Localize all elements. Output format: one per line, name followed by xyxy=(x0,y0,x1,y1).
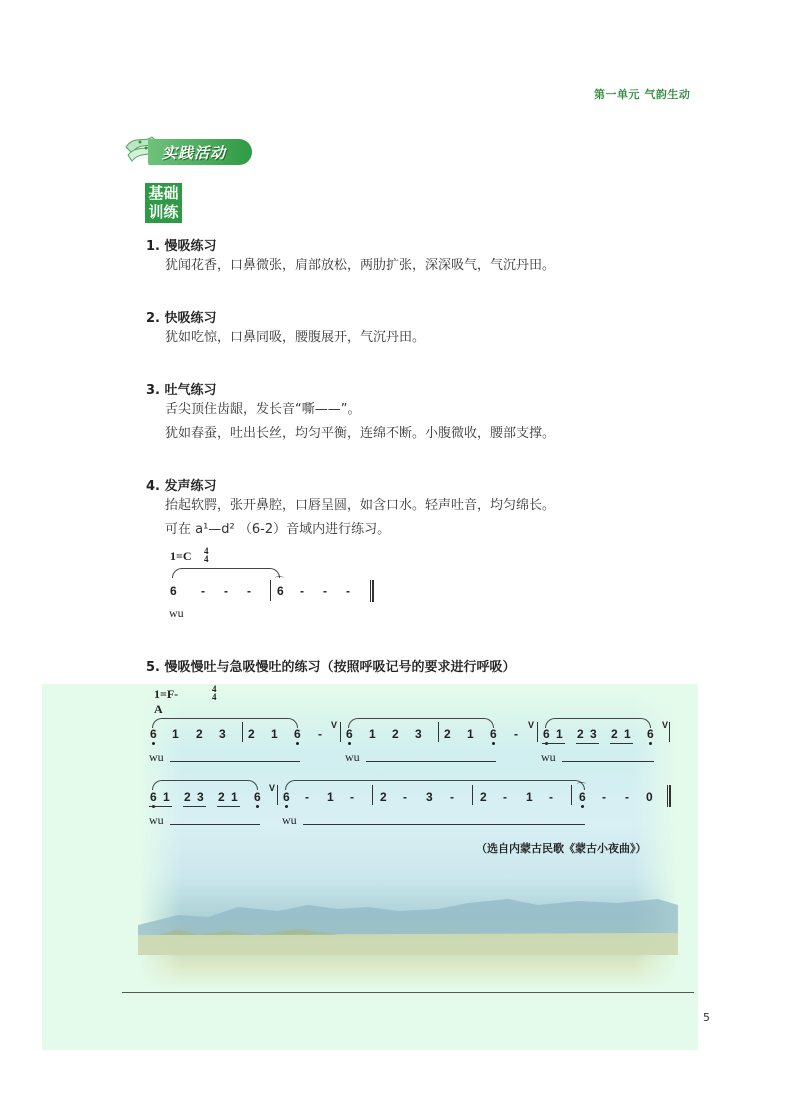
lyric-extender xyxy=(366,761,496,762)
note: 6 xyxy=(150,790,157,804)
dash: - xyxy=(350,790,354,804)
note: 2 xyxy=(196,727,203,741)
note: 6 xyxy=(579,790,586,804)
lyric: wu xyxy=(541,750,556,764)
dash: - xyxy=(323,584,327,598)
note: 1 xyxy=(556,727,563,741)
underline xyxy=(576,743,599,744)
note: 1 xyxy=(467,727,474,741)
barline xyxy=(277,785,278,805)
breath-mark: V xyxy=(331,720,338,730)
lyric: wu xyxy=(149,813,164,827)
note: 1 xyxy=(624,727,631,741)
note: 2 xyxy=(218,790,225,804)
lyric: wu xyxy=(169,606,184,620)
underline xyxy=(149,806,172,807)
key-signature: 1=F-A xyxy=(154,687,179,716)
note: 1 xyxy=(271,727,278,741)
note: 1 xyxy=(231,790,238,804)
note: 3 xyxy=(426,790,433,804)
note: 1 xyxy=(163,790,170,804)
unit-header: 第一单元 气韵生动 xyxy=(594,88,691,101)
tag-line-2: 训练 xyxy=(148,203,179,221)
dash: - xyxy=(625,790,629,804)
barline xyxy=(669,722,670,742)
footer-divider xyxy=(122,992,694,993)
item-4 xyxy=(146,475,555,542)
underline xyxy=(183,806,206,807)
lyric: wu xyxy=(149,750,164,764)
item-title: 4. 发声练习 xyxy=(146,479,217,494)
slur xyxy=(172,568,280,578)
item-title: 3. 吐气练习 xyxy=(146,383,217,398)
item-1 xyxy=(146,235,555,278)
dash: - xyxy=(450,790,454,804)
note: 2 xyxy=(184,790,191,804)
note: 2 xyxy=(392,727,399,741)
dash: - xyxy=(403,790,407,804)
page-number: 5 xyxy=(703,1011,710,1024)
item-text: 抬起软腭，张开鼻腔，口唇呈圆，如含口水。轻声吐音，均匀绵长。 xyxy=(165,498,556,513)
breath-mark: V xyxy=(269,783,276,793)
note: 6 xyxy=(543,727,550,741)
final-barline xyxy=(667,785,671,807)
lyric: wu xyxy=(345,750,360,764)
item-3 xyxy=(146,379,555,446)
barline xyxy=(537,722,538,742)
dash: - xyxy=(305,790,309,804)
fermata-icon: ⌒ xyxy=(275,577,285,587)
note: 6 xyxy=(150,727,157,741)
dash: - xyxy=(300,584,304,598)
note: 2 xyxy=(248,727,255,741)
dash: - xyxy=(224,584,228,598)
tag-line-1: 基础 xyxy=(148,184,179,202)
underline xyxy=(217,806,240,807)
lyric: wu xyxy=(282,813,297,827)
practice-activity-banner xyxy=(122,133,252,169)
note: 6 xyxy=(294,727,301,741)
dash: - xyxy=(503,790,507,804)
note: 2 xyxy=(480,790,487,804)
note: 6 xyxy=(170,584,177,598)
fermata-icon: ⌒ xyxy=(577,783,587,793)
breath-mark: V xyxy=(528,720,535,730)
item-text: 犹闻花香，口鼻微张，肩部放松，两肋扩张，深深吸气，气沉丹田。 xyxy=(165,258,556,273)
barline xyxy=(242,722,243,742)
item-text: 犹如春蚕，吐出长丝，均匀平衡，连绵不断。小腹微收，腰部支撑。 xyxy=(165,426,556,441)
lyric-extender xyxy=(303,824,585,825)
mountains-illustration xyxy=(138,895,678,955)
barline xyxy=(270,580,271,601)
note: 3 xyxy=(219,727,226,741)
note: 6 xyxy=(346,727,353,741)
item-2 xyxy=(146,307,425,350)
underline xyxy=(610,743,633,744)
lyric-extender xyxy=(170,761,300,762)
dash: - xyxy=(318,727,322,741)
note: 1 xyxy=(369,727,376,741)
note: 2 xyxy=(577,727,584,741)
note: 2 xyxy=(611,727,618,741)
note: 1 xyxy=(172,727,179,741)
note: 3 xyxy=(415,727,422,741)
lyric-extender xyxy=(170,824,260,825)
note: 2 xyxy=(380,790,387,804)
item-text: 可在 a¹—d² （6-2̇）音域内进行练习。 xyxy=(165,522,391,537)
barline xyxy=(340,722,341,742)
underline xyxy=(542,743,565,744)
note: 3 xyxy=(197,790,204,804)
final-barline xyxy=(370,580,374,602)
dash: - xyxy=(201,584,205,598)
item-title: 5. 慢吸慢吐与急吸慢吐的练习（按照呼吸记号的要求进行呼吸） xyxy=(146,660,516,675)
item-title: 2. 快吸练习 xyxy=(146,311,217,326)
item-5 xyxy=(146,656,516,675)
banner-title: 实践活动 xyxy=(162,144,227,162)
rest: 0 xyxy=(646,790,653,804)
dash: - xyxy=(514,727,518,741)
barline xyxy=(438,722,439,742)
slur xyxy=(152,780,258,790)
lyric-extender xyxy=(562,761,654,762)
barline xyxy=(372,785,373,805)
note: 2 xyxy=(444,727,451,741)
song-source: （选自内蒙古民歌《蒙古小夜曲》） xyxy=(476,842,647,855)
note: 6 xyxy=(283,790,290,804)
barline xyxy=(571,785,572,805)
slur xyxy=(285,780,585,790)
basic-training-tag xyxy=(145,183,182,223)
dash: - xyxy=(549,790,553,804)
note: 1 xyxy=(526,790,533,804)
note: 1 xyxy=(327,790,334,804)
note: 6 xyxy=(490,727,497,741)
note: 6 xyxy=(254,790,261,804)
dash: - xyxy=(247,584,251,598)
dash: - xyxy=(602,790,606,804)
item-text: 犹如吃惊，口鼻同吸，腰腹展开，气沉丹田。 xyxy=(165,330,426,345)
item-text: 舌尖顶住齿龈，发长音“嘶——”。 xyxy=(165,402,361,417)
note: 3 xyxy=(590,727,597,741)
time-signature: 4 4 xyxy=(212,684,217,702)
key-signature: 1=C xyxy=(170,549,192,563)
note: 6 xyxy=(277,584,284,598)
breath-mark: V xyxy=(662,720,669,730)
dash: - xyxy=(346,584,350,598)
time-signature: 4 4 xyxy=(204,546,209,564)
barline xyxy=(472,785,473,805)
item-title: 1. 慢吸练习 xyxy=(146,239,217,254)
note: 6 xyxy=(647,727,654,741)
